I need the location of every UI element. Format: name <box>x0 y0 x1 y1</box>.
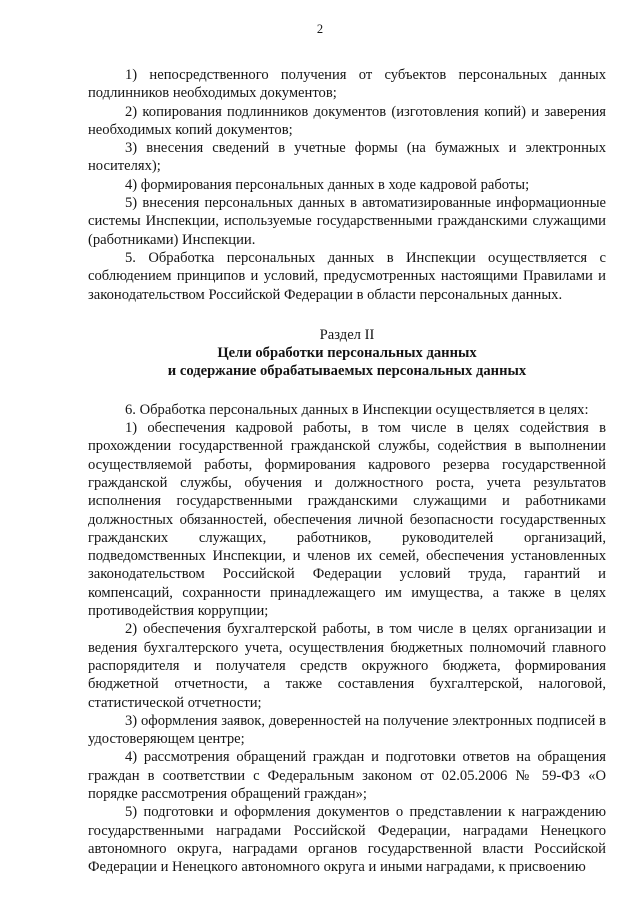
section-spacer <box>88 304 606 324</box>
section-spacer <box>88 381 606 401</box>
paragraph-intro-2: 2) копирования подлинников документов (изготовления копий) и заверения необходимых копий документов; <box>88 103 606 138</box>
paragraph-intro-3: 3) внесения сведений в учетные формы (на бумажных и электронных носителях); <box>88 140 606 175</box>
paragraph-point-6: 6. Обработка персональных данных в Инспекции осуществляется в целях: <box>125 401 589 418</box>
section-title-line-1: Цели обработки персональных данных <box>217 345 477 362</box>
section-title-line-2: и содержание обрабатываемых персональных данных <box>167 363 527 380</box>
paragraph-goal-1: 1) обеспечения кадровой работы, в том числе в целях содействия в прохождении государственной гражданской службы, содействия в выполнении осуществляемой работы, формирования кадрового резерва государственной гражданской службы, обучения и должностного роста, учета результатов исполнения государственными гражданскими служащими и работниками должностных обязанностей, обеспечения личной безопасности государственных гражданских служащих, работников, руководителей организаций, подведомственных Инспекции, и членов их семей, обеспечения установленных законодательством Российской Федерации условий труда, гарантий и компенсаций, сохранности принадлежащего им имущества, а также в целях противодействия коррупции; <box>88 420 606 620</box>
section-number: Раздел II <box>319 326 375 343</box>
paragraph-goal-3: 3) оформления заявок, доверенностей на получение электронных подписей в удостоверяющем центре; <box>88 712 606 748</box>
paragraph-goal-4: 4) рассмотрения обращений граждан и подготовки ответов на обращения граждан в соответствии с Федеральным законом от 02.05.2006 № 59-ФЗ «О порядке рассмотрения обращений граждан»; <box>88 749 606 802</box>
paragraph-goal-5: 5) подготовки и оформления документов о представлении к награждению государственными наградами Российской Федерации, наградами Ненецкого автономного округа, наградами органов государственной власти Российской Федерации и Ненецкого автономного округа и иными наградами, к присвоению <box>88 804 606 876</box>
paragraph-intro-5: 5) внесения персональных данных в автоматизированные информационные системы Инспекции, используемые государственными гражданскими служащими (работниками) Инспекции. <box>88 195 606 248</box>
paragraph-goal-2: 2) обеспечения бухгалтерской работы, в том числе в целях организации и ведения бухгалтерского учета, осуществления бюджетных полномочий главного распорядителя и получателя средств окружного бюджета, формирования бюджетной отчетности, а также составления бухгалтерской, налоговой, статистической отчетности; <box>88 621 606 711</box>
paragraph-intro-4: 4) формирования персональных данных в ходе кадровой работы; <box>125 176 530 193</box>
document-body <box>88 66 606 876</box>
paragraph-point-5: 5. Обработка персональных данных в Инспекции осуществляется с соблюдением принципов и условий, предусмотренных настоящими Правилами и законодательством Российской Федерации в области персональных данных. <box>88 249 606 303</box>
page-number: 2 <box>316 22 324 36</box>
paragraph-intro-1: 1) непосредственного получения от субъектов персональных данных подлинников необходимых документов; <box>88 67 606 102</box>
